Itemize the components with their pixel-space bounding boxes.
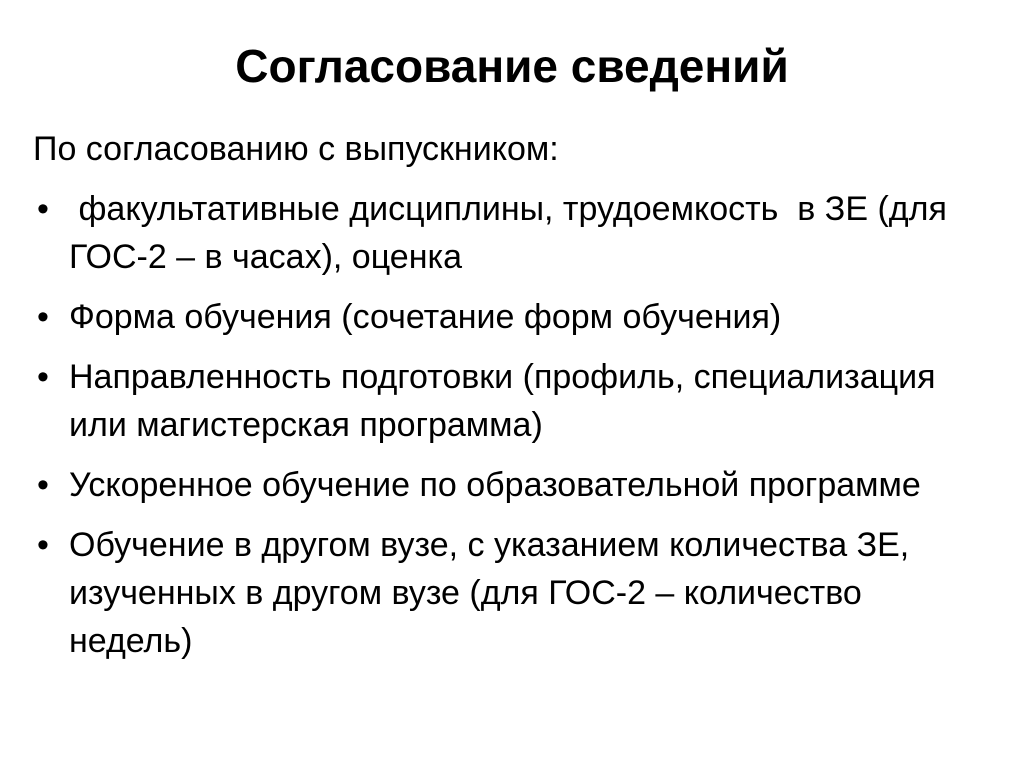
bullet-item bbox=[33, 185, 993, 281]
bullet-icon: • bbox=[37, 190, 49, 228]
bullet-item bbox=[33, 521, 993, 665]
bullet-item bbox=[33, 353, 993, 449]
intro-text: По согласованию с выпускником: bbox=[33, 130, 559, 168]
bullet-text: Ускоренное обучение по образовательной программе bbox=[69, 466, 921, 504]
bullet-list bbox=[33, 185, 993, 665]
bullet-item bbox=[33, 293, 993, 341]
bullet-icon: • bbox=[37, 298, 49, 336]
slide-title: Согласование сведений bbox=[235, 40, 789, 92]
bullet-text: Форма обучения (сочетание форм обучения) bbox=[69, 298, 782, 336]
bullet-item bbox=[33, 461, 993, 509]
bullet-text: факультативные дисциплины, трудоемкость в ЗЕ (для ГОС-2 – в часах), оценка bbox=[69, 190, 957, 276]
slide-content bbox=[33, 125, 993, 677]
bullet-icon: • bbox=[37, 466, 49, 504]
bullet-icon: • bbox=[37, 358, 49, 396]
bullet-text: Обучение в другом вузе, с указанием количества ЗЕ, изученных в другом вузе (для ГОС-2 – количество недель) bbox=[69, 526, 910, 660]
bullet-text: Направленность подготовки (профиль, специализация или магистерская программа) bbox=[69, 358, 936, 444]
bullet-icon: • bbox=[37, 526, 49, 564]
